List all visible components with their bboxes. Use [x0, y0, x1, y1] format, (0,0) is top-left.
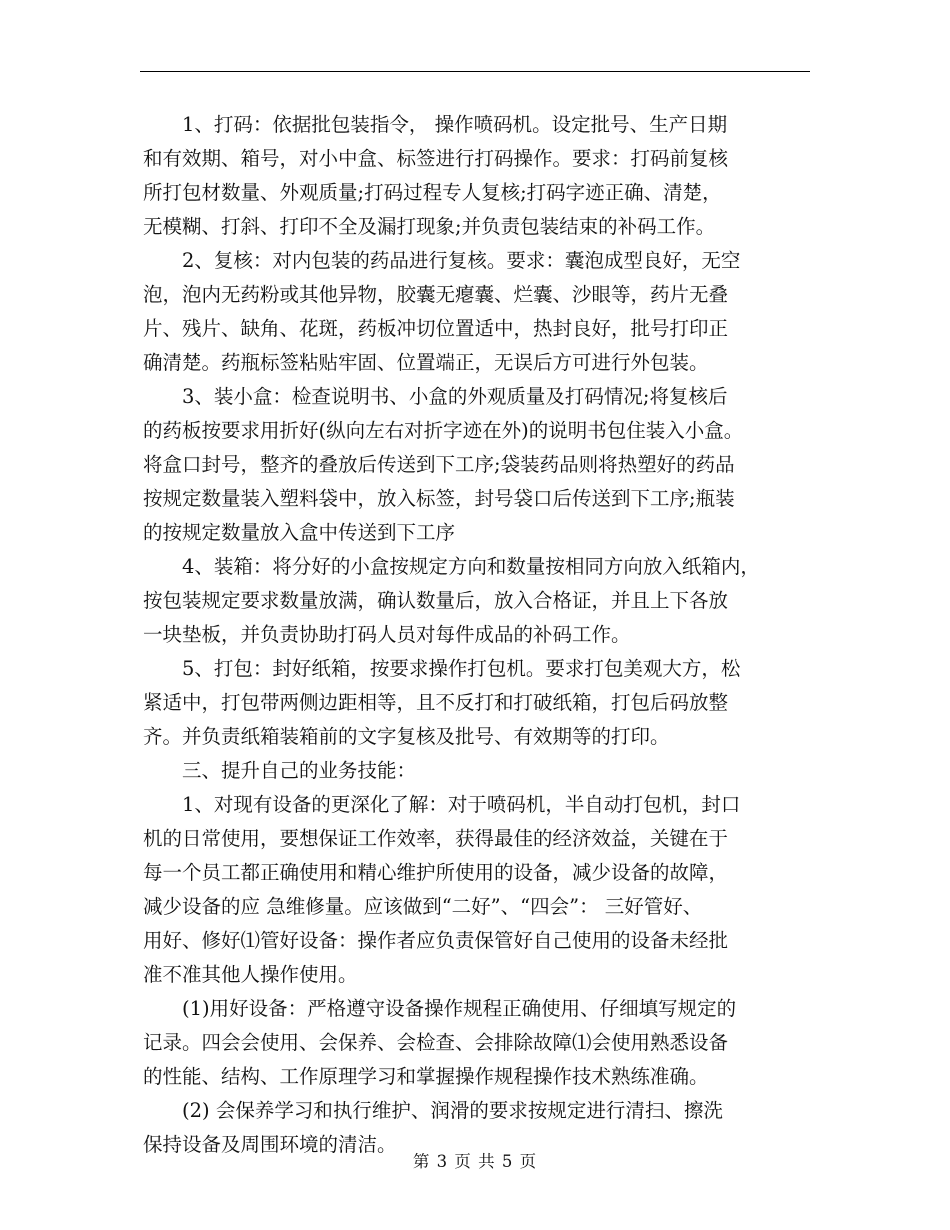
paragraph-line: 一块垫板，并负责协助打码人员对每件成品的补码工作。 — [143, 623, 631, 646]
paragraph-line: 将盒口封号，整齐的叠放后传送到下工序;袋装药品则将热塑好的药品 — [143, 453, 735, 476]
paragraph-first-line: (1)用好设备：严格遵守设备操作规程正确使用、仔细填写规定的 — [182, 997, 737, 1020]
paragraph-first-line: 1、打码：依据批包装指令， 操作喷码机。设定批号、生产日期 — [182, 113, 728, 136]
header-rule — [140, 71, 810, 72]
paragraph-line: 机的日常使用，要想保证工作效率，获得最佳的经济效益，关键在于 — [143, 827, 729, 850]
page-number-footer: 第 3 页 共 5 页 — [412, 1152, 538, 1171]
paragraph-first-line: 5、打包：封好纸箱，按要求操作打包机。要求打包美观大方，松 — [182, 657, 741, 680]
paragraph-line: 的性能、结构、工作原理学习和掌握操作规程操作技术熟练准确。 — [143, 1065, 709, 1088]
paragraph-line: 记录。四会会使用、会保养、会检查、会排除故障⑴会使用熟悉设备 — [143, 1031, 729, 1054]
paragraph-line: 的按规定数量放入盒中传送到下工序 — [143, 521, 456, 544]
paragraph-line: 按规定数量装入塑料袋中，放入标签，封号袋口后传送到下工序;瓶装 — [143, 487, 735, 510]
paragraph-first-line: 3、装小盒：检查说明书、小盒的外观质量及打码情况;将复核后 — [182, 385, 728, 408]
paragraph-line: 片、残片、缺角、花斑，药板冲切位置适中，热封良好，批号打印正 — [143, 317, 729, 340]
paragraph-line: 减少设备的应 急维修量。应该做到“二好”、“四会”： 三好管好、 — [143, 895, 703, 918]
paragraph-line: 准不准其他人操作使用。 — [143, 963, 358, 986]
paragraph-first-line: 2、复核：对内包装的药品进行复核。要求：囊泡成型良好，无空 — [182, 249, 741, 272]
paragraph-line: 按包装规定要求数量放满，确认数量后，放入合格证，并且上下各放 — [143, 589, 729, 612]
paragraph-line: 齐。并负责纸箱装箱前的文字复核及批号、有效期等的打印。 — [143, 725, 670, 748]
paragraph-first-line: (2) 会保养学习和执行维护、润滑的要求按规定进行清扫、擦洗 — [182, 1099, 723, 1122]
paragraph-line: 无模糊、打斜、打印不全及漏打现象;并负责包装结束的补码工作。 — [143, 215, 716, 238]
paragraph-line: 用好、修好⑴管好设备：操作者应负责保管好自己使用的设备未经批 — [143, 929, 729, 952]
document-body — [143, 108, 815, 1162]
paragraph-line: 所打包材数量、外观质量;打码过程专人复核;打码字迹正确、清楚， — [143, 181, 722, 204]
paragraph-line: 紧适中，打包带两侧边距相等，且不反打和打破纸箱，打包后码放整 — [143, 691, 729, 714]
paragraph-line: 保持设备及周围环境的清洁。 — [143, 1133, 397, 1156]
paragraph-first-line: 1、对现有设备的更深化了解：对于喷码机，半自动打包机，封口 — [182, 793, 741, 816]
paragraph-first-line: 4、装箱：将分好的小盒按规定方向和数量按相同方向放入纸箱内， — [182, 555, 760, 578]
paragraph-line: 的药板按要求用折好(纵向左右对折字迹在外)的说明书包住装入小盒。 — [143, 419, 744, 442]
paragraph-line: 确清楚。药瓶标签粘贴牢固、位置端正，无误后方可进行外包装。 — [143, 351, 709, 374]
paragraph-line: 泡，泡内无药粉或其他异物，胶囊无瘪囊、烂囊、沙眼等，药片无叠 — [143, 283, 729, 306]
paragraph-line: 每一个员工都正确使用和精心维护所使用的设备，减少设备的故障， — [143, 861, 729, 884]
paragraph-first-line: 三、提升自己的业务技能： — [182, 759, 417, 782]
paragraph-line: 和有效期、箱号，对小中盒、标签进行打码操作。要求：打码前复核 — [143, 147, 729, 170]
